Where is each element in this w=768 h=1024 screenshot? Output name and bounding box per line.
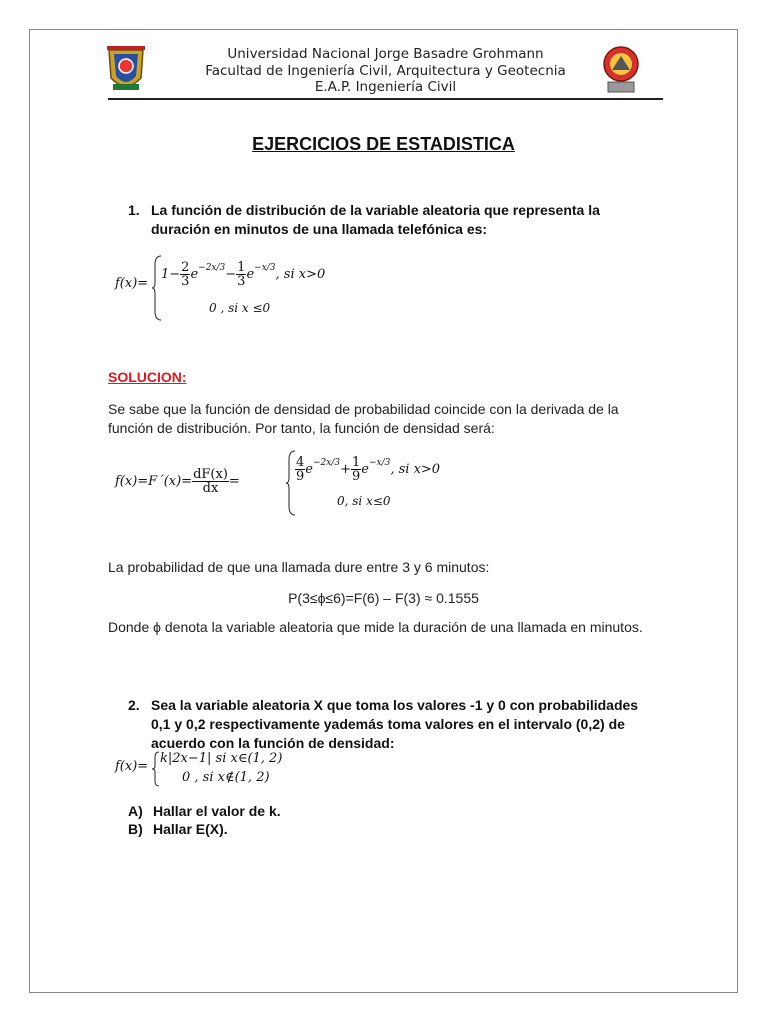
case1-condition: , si x>0	[390, 462, 441, 477]
fraction-1-3: $\frac{1}{3}$	[237, 260, 246, 289]
density-function-formula: f(x)=F´(x)= $\frac{dF(x)}{dx}$ = $\frac{4}{9}$ $e^{-2x/3}+$ $\frac{1}{9}$ $e^{-x/3}$, si x>0 0, si x≤0	[115, 450, 455, 520]
faculty-emblem-icon	[600, 44, 642, 96]
part-label: A)	[128, 803, 143, 819]
page-title: EJERCICIOS DE ESTADISTICA	[252, 134, 515, 154]
exercise-text: Sea la variable aleatoria X que toma los valores -1 y 0 con probabilidades 0,1 y 0,2 respectivamente yademás toma valores en el intervalo (0,2) de acuerdo con la función de densidad:	[151, 697, 639, 751]
faculty-name: Facultad de Ingeniería Civil, Arquitectura y Geotecnia	[205, 62, 566, 79]
exercise-number: 1.	[128, 202, 140, 218]
solution-heading: SOLUCION:	[108, 369, 187, 385]
left-brace-icon	[152, 751, 160, 787]
case2-term: 0 , si x∉(1, 2)	[182, 770, 270, 785]
exponent: −x/3	[254, 263, 276, 273]
exponent: −2x/3	[198, 263, 226, 273]
case1-term: 1−	[161, 267, 181, 282]
distribution-function-formula: f(x)= 1− $\frac{2}{3}$ $e^{-2x/3}-$ $\frac{1}{3}$ $e^{-x/3}$, si x>0 0 , si x ≤0	[115, 255, 375, 325]
university-name: Universidad Nacional Jorge Basadre Grohmann	[227, 46, 544, 62]
fraction-1-9: $\frac{1}{9}$	[352, 455, 361, 484]
formula-lhs: f(x)=	[115, 759, 149, 774]
case1-term: k|2x−1| si x∈(1, 2)	[160, 751, 283, 766]
case2-term: 0 , si x ≤0	[209, 301, 271, 315]
case1-condition: , si x>0	[275, 267, 326, 282]
part-text: Hallar E(X).	[153, 821, 228, 837]
derivative-fraction: $\frac{dF(x)}{dx}$	[193, 467, 228, 496]
exercise-number: 2.	[128, 697, 140, 713]
document-header	[108, 46, 663, 100]
exercise-text: La función de distribución de la variable aleatoria que representa la duración en minutos de una llamada telefónica es:	[151, 202, 600, 237]
formula-lhs: f(x)=F´(x)=	[115, 474, 193, 489]
fraction-4-9: $\frac{4}{9}$	[296, 455, 305, 484]
formula-lhs: f(x)=	[115, 276, 149, 291]
part-text: Hallar el valor de k.	[153, 803, 281, 819]
probability-result: P(3≤ϕ≤6)=F(6) – F(3) ≈ 0.1555	[288, 590, 479, 606]
school-name: E.A.P. Ingeniería Civil	[314, 79, 457, 95]
fraction-2-3: $\frac{2}{3}$	[181, 260, 190, 289]
solution-paragraph-2: La probabilidad de que una llamada dure entre 3 y 6 minutos:	[108, 559, 490, 575]
case2-term: 0, si x≤0	[337, 494, 391, 508]
part-label: B)	[128, 821, 143, 837]
solution-paragraph-3: Donde ϕ denota la variable aleatoria que mide la duración de una llamada en minutos.	[108, 619, 643, 635]
document-page	[29, 29, 738, 993]
density-formula-x	[115, 750, 335, 790]
exponent: −x/3	[368, 458, 391, 468]
solution-paragraph-1: Se sabe que la función de densidad de probabilidad coincide con la derivada de la función de distribución. Por tanto, la función de densidad será:	[108, 401, 619, 436]
exponent: −2x/3	[312, 458, 341, 468]
